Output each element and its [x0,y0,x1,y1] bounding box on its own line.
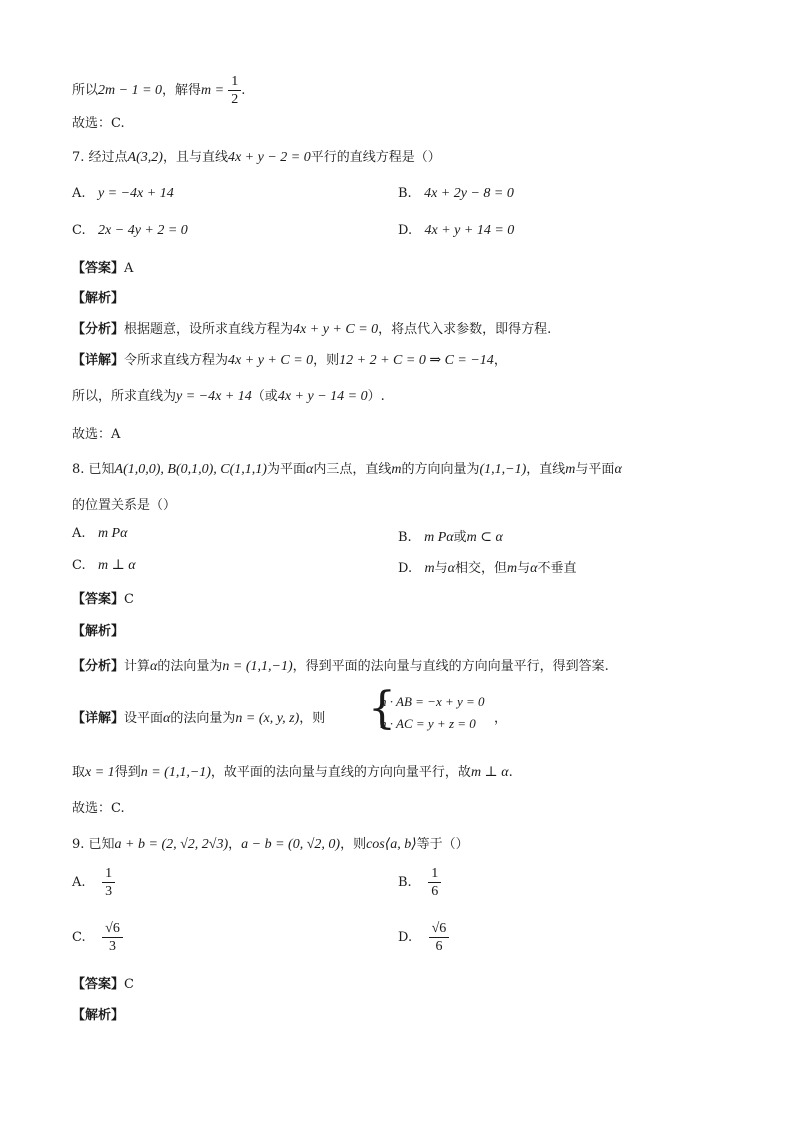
fraction [102,921,123,954]
text: ， [493,353,507,368]
answer-value: C [124,977,134,992]
text: 取 [72,765,86,780]
text: 相交，但 [455,561,508,576]
math: 4x + y − 14 = 0 [277,389,368,404]
q9-option-a [72,866,115,899]
option-label: D. [398,930,413,945]
text: 8. 已知 [72,462,115,477]
option-label: A. [72,186,86,201]
q8-answer [72,588,134,607]
math: n = (x, y, z) [235,711,300,726]
q9-option-c [72,921,123,954]
math: y = −4x + 14 [176,389,252,404]
text: 得到 [114,765,141,780]
question-8-stem-2: 的位置关系是（） [72,498,177,513]
fraction [428,866,441,899]
math: 4x + y − 2 = 0 [227,150,311,165]
option-label: B. [398,875,412,890]
text: ，则 [313,353,340,368]
math: m [507,561,518,576]
fraction [102,866,115,899]
math: 2x − 4y + 2 = 0 [98,223,188,238]
q8-analysis-heading [72,620,124,639]
numerator: 1 [228,74,241,91]
q9-option-d [398,921,449,954]
text: 等于（） [416,837,469,852]
solution-line-m [72,74,245,107]
q9-option-b [398,866,441,899]
text: 所以 [72,83,99,98]
text: 所以，所求直线为 [72,389,177,404]
detail-tag: 【详解】 [72,353,125,368]
analysis-tag: 【解析】 [72,624,125,639]
text: 的方向向量为 [401,462,480,477]
q7-option-a [72,186,174,202]
q7-option-c [72,223,188,239]
q9-analysis-heading [72,1004,124,1023]
math: α [447,561,455,576]
math: m = [201,83,225,98]
text: 为平面 [266,462,306,477]
math: 12 + 2 + C = 0 ⇒ C = −14 [339,353,494,368]
math: 4x + y + 14 = 0 [424,223,515,238]
math: 4x + y + C = 0 [293,322,379,337]
q8-option-c [72,557,136,574]
text: ，故平面的法向量与直线的方向向量平行，故 [210,765,471,780]
text: ， [494,711,508,726]
question-7-stem [72,146,441,166]
math: A(3,2) [127,150,163,165]
text: 或 [453,530,467,545]
math: m Pα [424,530,454,545]
numerator: √6 [102,921,123,938]
math: α [305,462,314,477]
text: ，解得 [162,83,202,98]
math: α [163,711,171,726]
math: 2m − 1 = 0 [98,83,163,98]
q8-option-d [398,557,577,577]
text: ，直线 [526,462,566,477]
math: m Pα [97,526,128,541]
math: m ⊥ α [98,558,136,573]
text: ，则 [299,711,326,726]
q7-analysis-heading [72,287,124,306]
option-label: D. [398,223,413,238]
fraction [228,74,241,107]
equation-2: n · AC = y + z = 0 [380,716,476,731]
option-label: C. [72,930,86,945]
math: α [150,659,158,674]
q8-choice: 故选：C. [72,801,125,816]
text: . [508,765,513,780]
numerator: √6 [429,921,450,938]
text: 计算 [124,659,151,674]
q8-take [72,761,513,781]
option-label: D. [398,561,413,576]
math: m ⊥ α [470,765,509,780]
text: ）. [367,389,385,404]
text: 9. 已知 [72,837,115,852]
text: . [241,83,246,98]
math: cos⟨a, b⟩ [366,837,417,852]
q7-detail [72,349,507,369]
text: 的法向量为 [170,711,236,726]
text: 与 [517,561,531,576]
text: ，则 [340,837,367,852]
option-label: C. [72,558,86,573]
answer-value: C [124,592,134,607]
math: m ⊂ α [466,530,503,545]
brace: { [368,683,396,734]
option-label: B. [398,186,412,201]
numerator: 1 [428,866,441,883]
detail-tag: 【详解】 [72,711,125,726]
answer-tag: 【答案】 [72,261,125,276]
text: 平行的直线方程是（） [310,150,441,165]
denominator: 6 [431,884,439,899]
option-label: B. [398,530,412,545]
option-label: C. [72,223,86,238]
denominator: 6 [435,939,443,954]
choice-line: 故选：C. [72,116,125,131]
text: 设平面 [124,711,164,726]
text: 不垂直 [537,561,577,576]
text: ， [228,837,242,852]
analysis-tag: 【解析】 [72,291,125,306]
text: 令所求直线方程为 [124,353,229,368]
analysis-tag: 【解析】 [72,1008,125,1023]
math: m [565,462,576,477]
q7-analysis [72,318,551,338]
numerator: 1 [102,866,115,883]
q8-option-a [72,526,127,542]
q7-option-b [398,186,514,202]
math: m [424,561,435,576]
q8-analysis [72,655,609,675]
text: 的法向量为 [157,659,223,674]
text: ，且与直线 [162,150,228,165]
math: n = (1,1,−1) [140,765,211,780]
math: 4x + 2y − 8 = 0 [424,186,514,201]
math: a + b = (2, √2, 2√3) [114,837,229,852]
math: a − b = (0, √2, 0) [241,837,341,852]
text: （或 [251,389,278,404]
q8-option-b [398,526,503,546]
math: α [530,561,538,576]
denominator: 3 [109,939,116,954]
text: 根据题意，设所求直线方程为 [124,322,294,337]
text: ，得到平面的法向量与直线的方向向量平行，得到答案. [292,659,609,674]
text: 与 [434,561,448,576]
option-label: A. [72,526,86,541]
text: 内三点，直线 [313,462,392,477]
math: m [391,462,402,477]
math: α [614,462,622,477]
denominator: 2 [231,92,239,107]
math: 4x + y + C = 0 [228,353,314,368]
math: A(1,0,0), B(0,1,0), C(1,1,1) [114,462,267,477]
text: 7. 经过点 [72,150,128,165]
denominator: 3 [105,884,113,899]
question-9-stem [72,833,469,853]
q7-answer [72,257,133,276]
analysis-tag: 【分析】 [72,659,125,674]
q9-answer [72,973,134,992]
equation-1: n · AB = −x + y = 0 [380,694,485,709]
q8-detail [72,707,325,727]
answer-tag: 【答案】 [72,977,125,992]
answer-tag: 【答案】 [72,592,125,607]
option-label: A. [72,875,86,890]
math: (1,1,−1) [479,462,527,477]
question-8-stem [72,458,622,478]
answer-value: A [124,261,134,276]
text: ，将点代入求参数，即得方程. [378,322,552,337]
analysis-tag: 【分析】 [72,322,125,337]
q7-conclusion [72,385,385,405]
fraction [429,921,450,954]
math: x = 1 [85,765,115,780]
q7-option-d [398,223,514,239]
math: y = −4x + 14 [97,186,174,201]
math: n = (1,1,−1) [222,659,293,674]
text: 与平面 [575,462,615,477]
q7-choice: 故选：A [72,427,121,442]
